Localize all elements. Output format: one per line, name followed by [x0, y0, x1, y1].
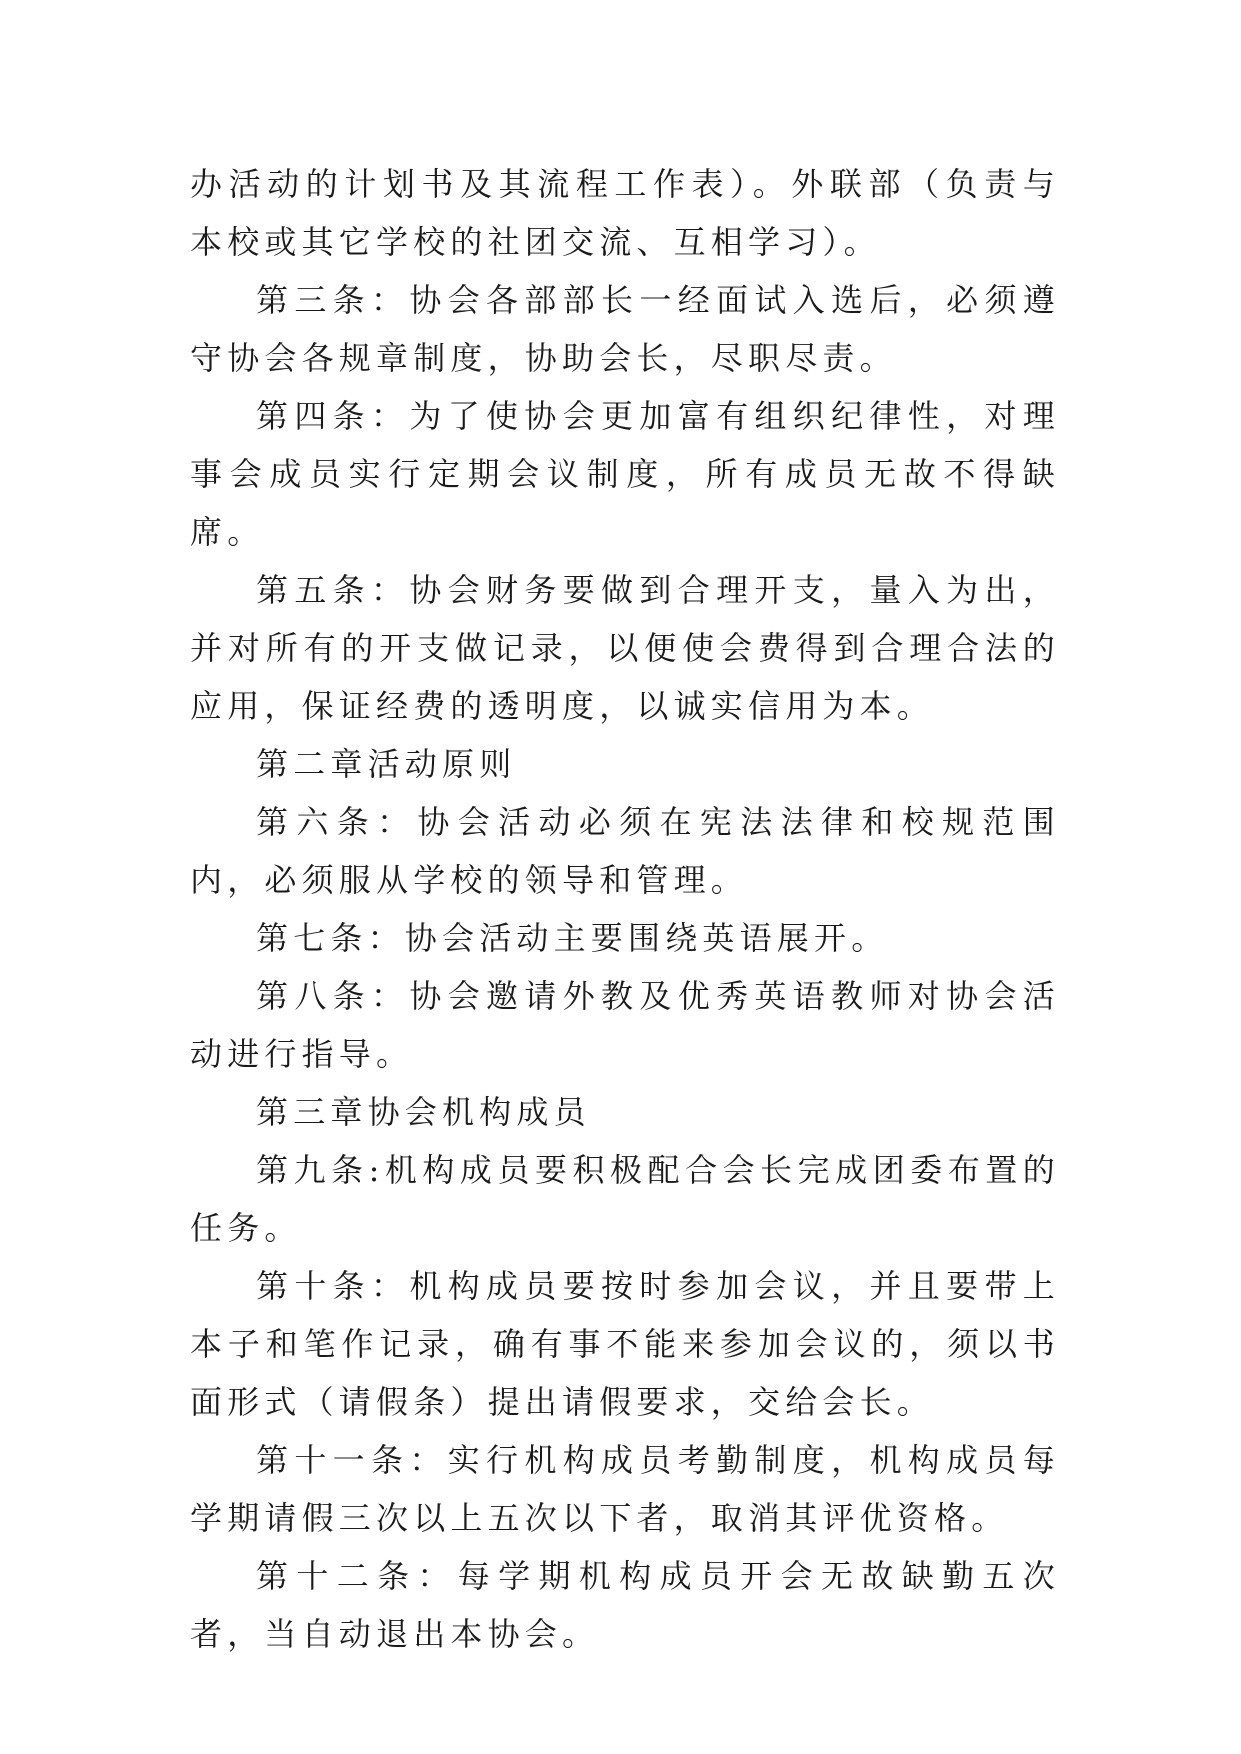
document-body	[190, 155, 1060, 1663]
article-5: 第五条：协会财务要做到合理开支，量入为出，并对所有的开支做记录，以便使会费得到合理合法的应用，保证经费的透明度，以诚实信用为本。	[190, 571, 1060, 725]
article-3: 第三条：协会各部部长一经面试入选后，必须遵守协会各规章制度，协助会长，尽职尽责。	[190, 281, 1060, 377]
chapter-3-heading: 第三章协会机构成员	[256, 1093, 591, 1131]
article-12: 第十二条：每学期机构成员开会无故缺勤五次者，当自动退出本协会。	[190, 1557, 1060, 1653]
article-10: 第十条：机构成员要按时参加会议，并且要带上本子和笔作记录，确有事不能来参加会议的，须以书面形式（请假条）提出请假要求，交给会长。	[190, 1267, 1060, 1421]
article-9: 第九条:机构成员要积极配合会长完成团委布置的任务。	[190, 1151, 1060, 1247]
article-11: 第十一条：实行机构成员考勤制度，机构成员每学期请假三次以上五次以下者，取消其评优资格。	[190, 1441, 1060, 1537]
article-4: 第四条：为了使协会更加富有组织纪律性，对理事会成员实行定期会议制度，所有成员无故不得缺席。	[190, 397, 1060, 551]
article-8: 第八条：协会邀请外教及优秀英语教师对协会活动进行指导。	[190, 977, 1060, 1073]
article-6: 第六条：协会活动必须在宪法法律和校规范围内，必须服从学校的领导和管理。	[190, 803, 1060, 899]
chapter-2-heading: 第二章活动原则	[256, 745, 517, 783]
article-7: 第七条：协会活动主要围绕英语展开。	[256, 919, 889, 957]
paragraph-continuation: 办活动的计划书及其流程工作表）。外联部（负责与本校或其它学校的社团交流、互相学习）。	[190, 165, 1060, 261]
